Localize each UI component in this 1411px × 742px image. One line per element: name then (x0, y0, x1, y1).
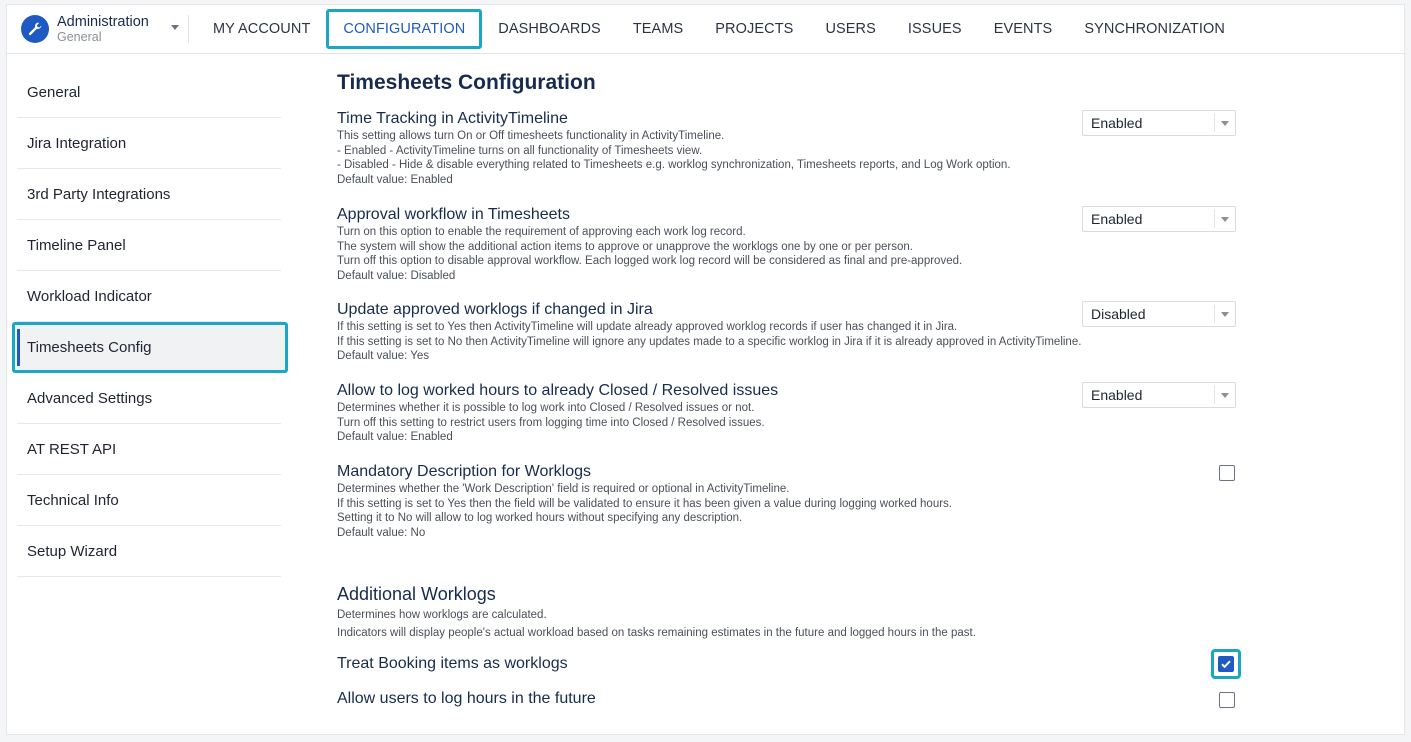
main-content (337, 69, 1247, 707)
setting-description: Default value: Yes (337, 350, 430, 363)
sidebar-item-timeline-panel[interactable]: Timeline Panel (17, 220, 281, 271)
log-closed-issues-select[interactable] (1082, 382, 1236, 408)
checkmark-icon (1219, 657, 1233, 671)
setting-description: This setting allows turn On or Off timesheets functionality in ActivityTimeline. (337, 130, 725, 142)
sidebar-item-at-rest-api[interactable]: AT REST API (17, 424, 281, 475)
select-value: Enabled (1091, 211, 1143, 227)
sidebar-item-timesheets-config[interactable]: Timesheets Config (12, 322, 288, 373)
setting-description: The system will show the additional action items to approve or unapprove the worklogs one by one or per person. (337, 240, 913, 253)
nav-teams[interactable]: TEAMS (632, 21, 684, 37)
nav-projects[interactable]: PROJECTS (715, 21, 794, 37)
nav-users[interactable]: USERS (825, 21, 876, 37)
sidebar-item-3rd-party-integrations[interactable]: 3rd Party Integrations (17, 169, 281, 220)
mandatory-description-checkbox[interactable] (1219, 465, 1235, 481)
approval-workflow-select[interactable] (1082, 206, 1236, 232)
setting-description: Determines whether it is possible to log work into Closed / Resolved issues or not. (337, 402, 755, 414)
option-log-future-hours (337, 689, 1247, 709)
setting-description: Setting it to No will allow to log worked hours without specifying any description. (337, 512, 743, 525)
setting-log-closed-issues (337, 381, 1247, 445)
setting-title: Allow to log worked hours to already Closed / Resolved issues (337, 382, 779, 399)
settings-sidebar (17, 67, 281, 577)
setting-approval-workflow (337, 205, 1247, 283)
option-label: Treat Booking items as worklogs (337, 655, 568, 672)
nav-events[interactable]: EVENTS (993, 21, 1053, 37)
option-label: Allow users to log hours in the future (337, 690, 596, 707)
setting-title: Update approved worklogs if changed in Jira (337, 301, 653, 318)
setting-title: Approval workflow in Timesheets (337, 206, 570, 223)
nav-my-account[interactable]: MY ACCOUNT (213, 21, 311, 37)
setting-mandatory-description (337, 462, 1247, 540)
setting-description: Default value: Enabled (337, 173, 453, 186)
section-title: Additional Worklogs (337, 584, 496, 604)
sidebar-item-general[interactable]: General (17, 67, 281, 118)
setting-title: Mandatory Description for Worklogs (337, 463, 592, 480)
divider (188, 15, 189, 43)
time-tracking-select[interactable] (1082, 110, 1236, 136)
setting-description: Turn off this setting to restrict users from logging time into Closed / Resolved issues. (337, 416, 765, 429)
treat-booking-items-checkbox[interactable] (1218, 656, 1234, 672)
select-value: Enabled (1091, 387, 1143, 403)
nav-synchronization[interactable]: SYNCHRONIZATION (1084, 21, 1225, 37)
sidebar-item-workload-indicator[interactable]: Workload Indicator (17, 271, 281, 322)
setting-title: Time Tracking in ActivityTimeline (337, 110, 568, 127)
chevron-down-icon (1221, 312, 1229, 317)
select-value: Enabled (1091, 115, 1143, 131)
sidebar-item-jira-integration[interactable]: Jira Integration (17, 118, 281, 169)
section-description: Indicators will display people's actual workload based on tasks remaining estimates in the future and logged hours in the past. (337, 626, 976, 639)
setting-description: Default value: Enabled (337, 431, 453, 444)
setting-description: Turn on this option to enable the requirement of approving each work log record. (337, 226, 746, 238)
top-navigation-bar (7, 5, 1404, 54)
sidebar-item-setup-wizard[interactable]: Setup Wizard (17, 526, 281, 577)
setting-update-approved-worklogs (337, 300, 1247, 364)
app-subtitle: General (57, 29, 102, 44)
setting-description: Default value: No (337, 526, 426, 539)
app-title: Administration (57, 14, 149, 30)
chevron-down-icon (1221, 393, 1229, 398)
section-description: Determines how worklogs are calculated. (337, 609, 547, 621)
chevron-down-icon[interactable] (171, 25, 179, 30)
option-treat-booking-items (337, 654, 1247, 674)
app-window (6, 4, 1405, 735)
nav-dashboards[interactable]: DASHBOARDS (498, 21, 601, 37)
wrench-icon (21, 15, 49, 43)
sidebar-item-technical-info[interactable]: Technical Info (17, 475, 281, 526)
additional-worklogs-section (337, 584, 1247, 640)
setting-description: If this setting is set to No then ActivityTimeline will ignore any updates made to a specific worklog in Jira if it is already approved in ActivityTimeline. (337, 335, 1082, 348)
chevron-down-icon (1221, 217, 1229, 222)
app-switcher[interactable] (21, 13, 181, 45)
nav-configuration[interactable]: CONFIGURATION (326, 9, 482, 49)
setting-description: Default value: Disabled (337, 269, 456, 282)
sidebar-item-advanced-settings[interactable]: Advanced Settings (17, 373, 281, 424)
setting-description: Determines whether the 'Work Description' field is required or optional in ActivityTimeline. (337, 483, 790, 495)
chevron-down-icon (1221, 121, 1229, 126)
nav-issues[interactable]: ISSUES (907, 21, 962, 37)
update-approved-worklogs-select[interactable] (1082, 301, 1236, 327)
setting-description: - Enabled - ActivityTimeline turns on all functionality of Timesheets view. (337, 144, 703, 157)
select-value: Disabled (1091, 306, 1146, 322)
log-future-hours-checkbox[interactable] (1219, 692, 1235, 708)
setting-time-tracking (337, 109, 1247, 187)
setting-description: Turn off this option to disable approval workflow. Each logged work log record will be considered as final and pre-approved. (337, 255, 963, 268)
setting-description: If this setting is set to Yes then the field will be validated to ensure it has been given a value during logging worked hours. (337, 497, 952, 510)
main-nav (197, 5, 1241, 53)
setting-description: If this setting is set to Yes then ActivityTimeline will update already approved worklog records if user has changed it in Jira. (337, 321, 958, 333)
setting-description: - Disabled - Hide & disable everything related to Timesheets e.g. worklog synchronization, Timesheets reports, and Log Work option. (337, 159, 1011, 172)
page-title: Timesheets Configuration (337, 71, 596, 94)
